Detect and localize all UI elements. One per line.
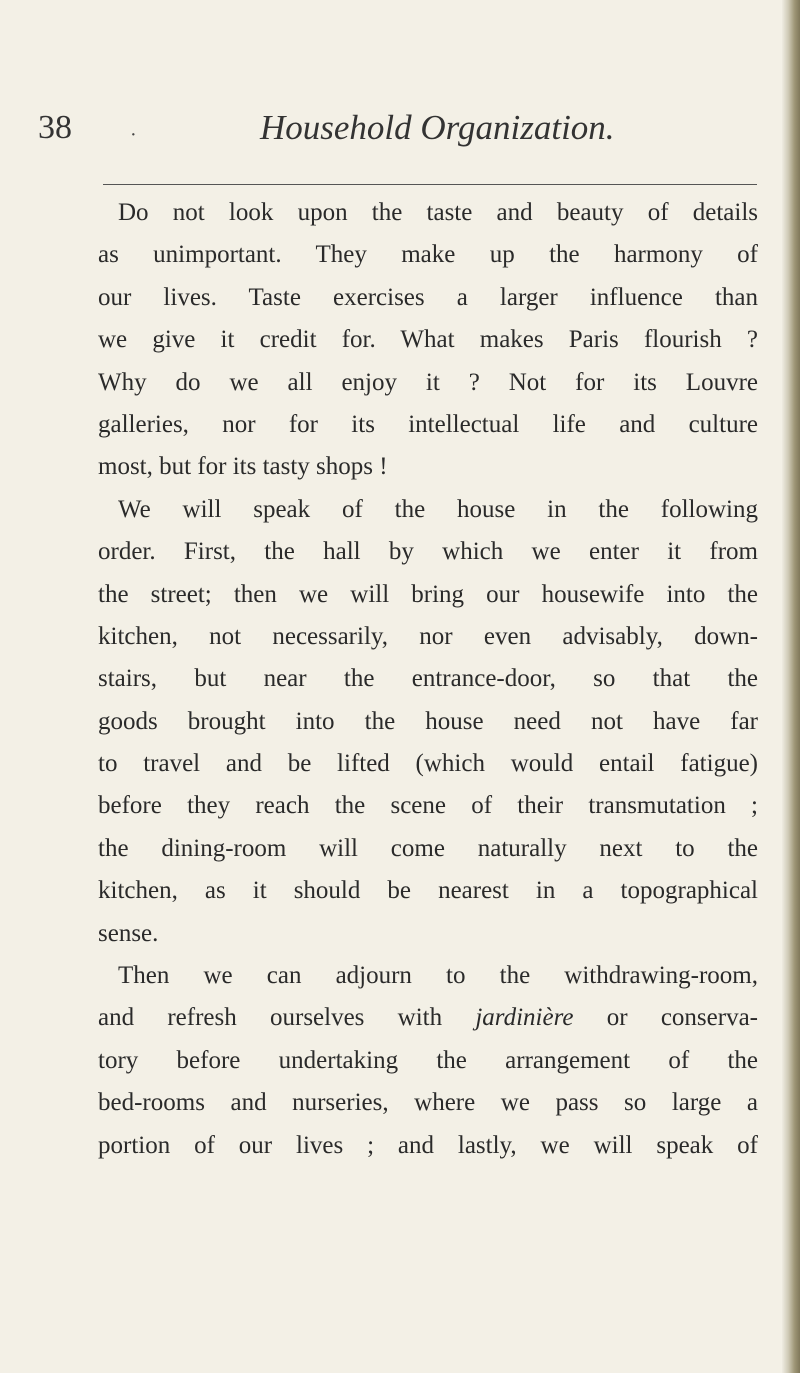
italic-word: jardinière: [475, 1004, 574, 1032]
text-line: our lives. Taste exercises a larger influence than: [98, 283, 758, 311]
body-text: [98, 192, 758, 1167]
text-line: We will speak of the house in the following: [118, 495, 758, 523]
text-line: Do not look upon the taste and beauty of details: [118, 199, 758, 226]
text-line: Then we can adjourn to the withdrawing-room,: [118, 962, 758, 990]
header-separator: ·: [130, 124, 137, 146]
text-line: the street; then we will bring our housewife into the: [98, 580, 758, 608]
text-line: most, but for its tasty shops !: [98, 453, 388, 481]
text-segment: or conserva-: [573, 1004, 758, 1032]
text-line: [98, 997, 758, 1039]
text-line: as unimportant. They make up the harmony of: [98, 241, 758, 269]
text-line: before they reach the scene of their transmutation ;: [98, 792, 758, 820]
running-title: Household Organization.: [260, 108, 615, 147]
text-line: portion of our lives ; and lastly, we will speak of: [98, 1131, 758, 1159]
text-line: kitchen, as it should be nearest in a topographical: [98, 877, 758, 905]
text-line: the dining-room will come naturally next to the: [98, 834, 758, 862]
text-line: galleries, nor for its intellectual life and culture: [98, 410, 758, 438]
text-segment: and refresh ourselves with: [98, 1004, 476, 1032]
text-line: we give it credit for. What makes Paris flourish ?: [98, 326, 758, 354]
text-line: stairs, but near the entrance-door, so that the: [98, 665, 758, 693]
text-line: kitchen, not necessarily, nor even advisably, down-: [98, 622, 758, 650]
page-number: 38: [38, 109, 72, 146]
text-line: order. First, the hall by which we enter it from: [98, 538, 758, 566]
text-line: Why do we all enjoy it ? Not for its Louvre: [98, 368, 758, 396]
running-header: [38, 106, 778, 158]
text-line: sense.: [98, 919, 159, 947]
text-line: tory before undertaking the arrangement of the: [98, 1046, 758, 1074]
header-rule: [103, 184, 757, 185]
text-line: goods brought into the house need not have far: [98, 707, 758, 735]
page-edge-shadow: [782, 0, 800, 1373]
text-line: bed-rooms and nurseries, where we pass so large a: [98, 1089, 758, 1117]
text-line: to travel and be lifted (which would entail fatigue): [98, 750, 758, 778]
